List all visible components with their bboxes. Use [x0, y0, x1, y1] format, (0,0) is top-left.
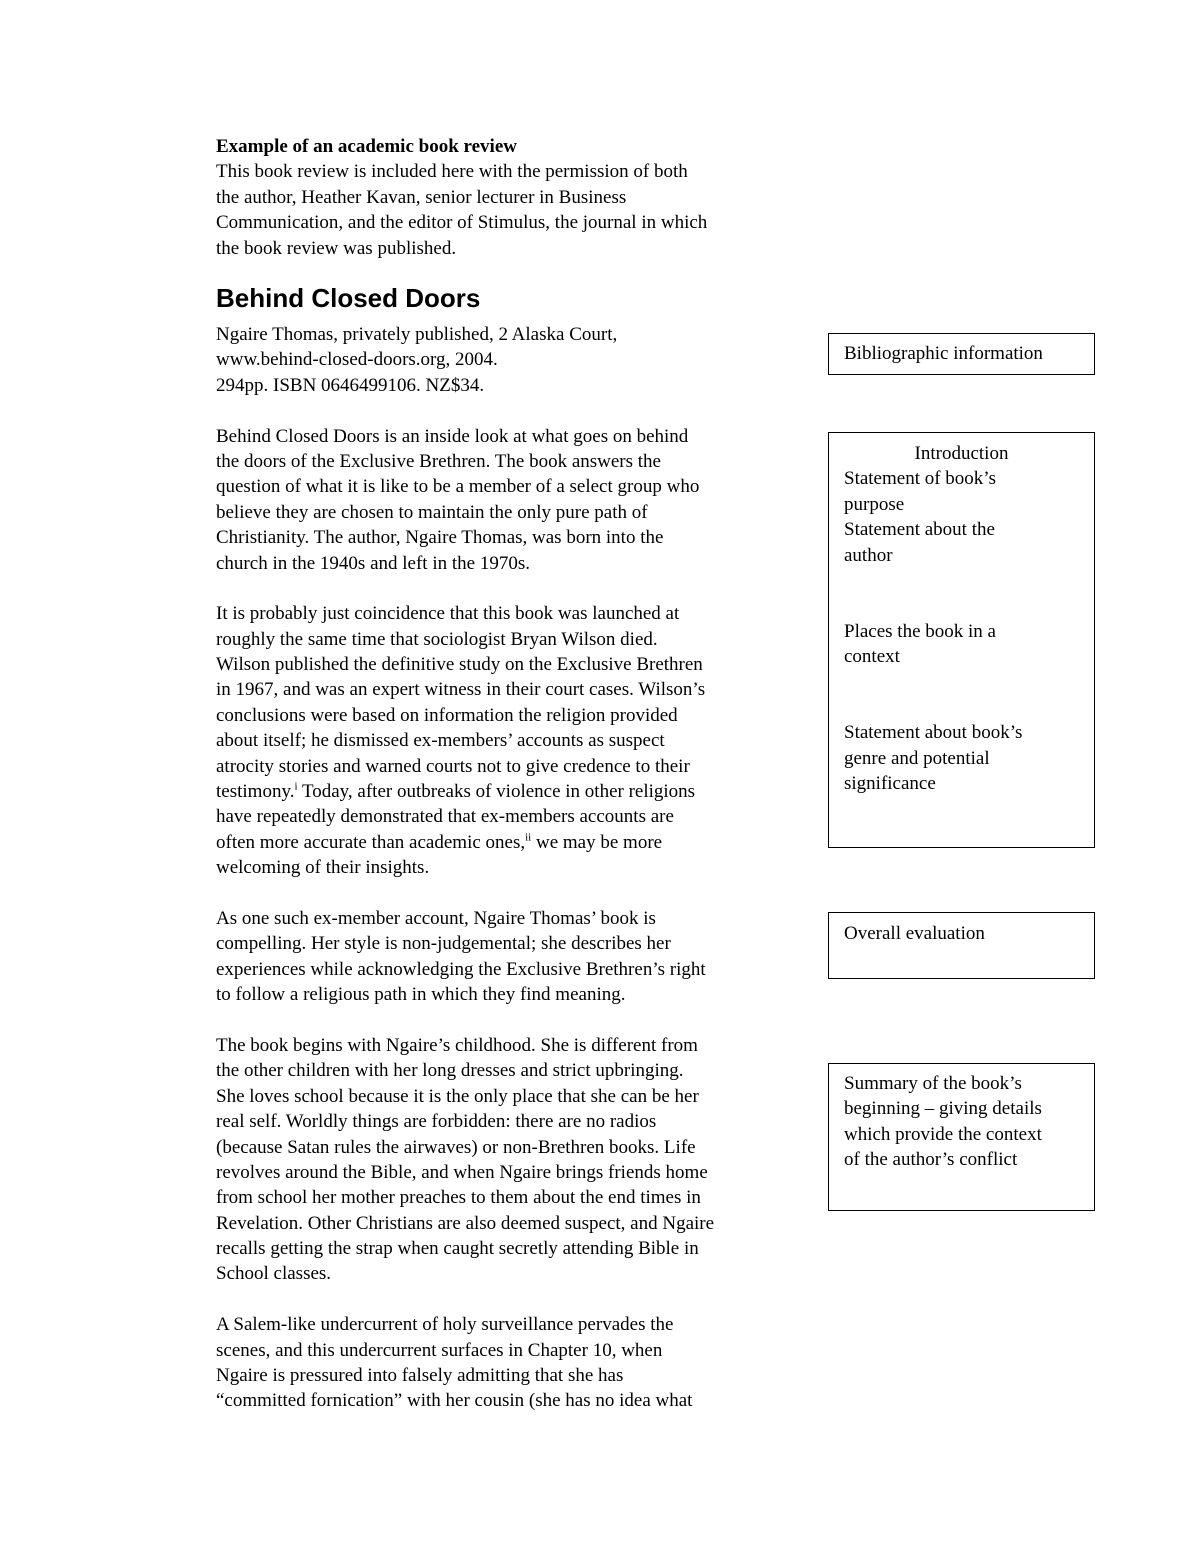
annotation-text: author	[844, 544, 893, 566]
text-line: www.behind-closed-doors.org, 2004.	[216, 349, 498, 371]
intro-line: the author, Heather Kavan, senior lecturer in Business	[216, 186, 627, 208]
text-segment: Today, after outbreaks of violence in other religions	[297, 781, 696, 803]
paragraph	[216, 424, 816, 576]
annotation-text: context	[844, 646, 900, 668]
text-line: from school her mother preaches to them about the end times in	[216, 1187, 701, 1209]
intro-line: This book review is included here with the permission of both	[216, 161, 688, 183]
annotation-heading: Introduction	[914, 443, 1009, 464]
text-line: Behind Closed Doors is an inside look at what goes on behind	[216, 425, 689, 447]
annotation-text: of the author’s conflict	[844, 1149, 1018, 1171]
text-line: It is probably just coincidence that this book was launched at	[216, 603, 680, 625]
text-line: Revelation. Other Christians are also deemed suspect, and Ngaire	[216, 1212, 715, 1234]
text-line: Ngaire is pressured into falsely admitting that she has	[216, 1365, 624, 1387]
text-line: The book begins with Ngaire’s childhood. She is different from	[216, 1034, 698, 1056]
annotation-text: Statement about the	[844, 519, 995, 541]
text-line: atrocity stories and warned courts not to give credence to their	[216, 755, 690, 777]
annotation-text: Places the book in a	[844, 620, 996, 642]
annotation-overall-evaluation	[828, 912, 1095, 979]
annotation-text: Bibliographic information	[844, 343, 1043, 364]
annotation-group	[844, 466, 1094, 568]
text-line: School classes.	[216, 1263, 332, 1285]
text-line: revolves around the Bible, and when Ngaire brings friends home	[216, 1161, 708, 1183]
text-line	[216, 779, 816, 804]
text-line: She loves school because it is the only place that she can be her	[216, 1085, 699, 1107]
text-line: about itself; he dismissed ex-members’ accounts as suspect	[216, 730, 665, 752]
intro-line: Communication, and the editor of Stimulus, the journal in which	[216, 212, 708, 234]
intro-line: the book review was published.	[216, 237, 457, 259]
annotation-text: Summary of the book’s	[844, 1073, 1022, 1094]
paragraph-gap	[216, 576, 816, 601]
annotation-introduction	[828, 432, 1095, 848]
annotation-text: Statement of book’s	[844, 468, 996, 490]
text-line: 294pp. ISBN 0646499106. NZ$34.	[216, 374, 485, 396]
annotation-text: significance	[844, 773, 936, 795]
text-line: A Salem-like undercurrent of holy surveillance pervades the	[216, 1314, 674, 1336]
text-line: conclusions were based on information the religion provided	[216, 704, 678, 726]
intro-heading: Example of an academic book review	[216, 136, 517, 157]
footnote-marker: i	[294, 780, 298, 793]
text-line: As one such ex-member account, Ngaire Thomas’ book is	[216, 907, 656, 929]
paragraph	[216, 906, 816, 1008]
text-line: question of what it is like to be a member of a select group who	[216, 476, 700, 498]
paragraph	[216, 1033, 816, 1287]
text-line: Wilson published the definitive study on the Exclusive Brethren	[216, 654, 703, 676]
paragraph-gap	[216, 398, 816, 423]
text-line: church in the 1940s and left in the 1970s.	[216, 552, 530, 574]
text-segment: often more accurate than academic ones,	[216, 831, 526, 853]
annotation-text: Overall evaluation	[844, 923, 985, 944]
text-line: to follow a religious path in which they find meaning.	[216, 984, 626, 1006]
text-line: (because Satan rules the airwaves) or non-Brethren books. Life	[216, 1136, 696, 1158]
paragraph	[216, 601, 816, 880]
text-line: experiences while acknowledging the Exclusive Brethren’s right	[216, 958, 706, 980]
text-line: Christianity. The author, Ngaire Thomas, was born into the	[216, 527, 664, 549]
text-line: real self. Worldly things are forbidden: there are no radios	[216, 1111, 657, 1133]
intro-section	[216, 134, 816, 261]
annotation-bibliographic	[828, 333, 1095, 375]
annotation-text: purpose	[844, 493, 905, 515]
text-line: welcoming of their insights.	[216, 857, 430, 879]
text-line: believe they are chosen to maintain the only pure path of	[216, 501, 648, 523]
text-line: the doors of the Exclusive Brethren. The book answers the	[216, 450, 661, 472]
text-line: scenes, and this undercurrent surfaces in Chapter 10, when	[216, 1339, 663, 1361]
text-line: Ngaire Thomas, privately published, 2 Alaska Court,	[216, 324, 618, 345]
paragraph	[216, 1312, 816, 1414]
review-body	[216, 322, 816, 1414]
text-line: have repeatedly demonstrated that ex-members accounts are	[216, 806, 674, 828]
text-line: recalls getting the strap when caught secretly attending Bible in	[216, 1238, 699, 1260]
bibliographic-details	[216, 322, 816, 398]
annotation-text: genre and potential	[844, 747, 990, 769]
text-line: “committed fornication” with her cousin (she has no idea what	[216, 1390, 693, 1412]
book-title: Behind Closed Doors	[216, 283, 481, 313]
text-line: in 1967, and was an expert witness in their court cases. Wilson’s	[216, 679, 706, 701]
footnote-marker: ii	[525, 831, 532, 844]
annotation-group	[844, 619, 1094, 670]
text-line: roughly the same time that sociologist Bryan Wilson died.	[216, 628, 658, 650]
annotation-summary	[828, 1063, 1095, 1211]
text-line: the other children with her long dresses and strict upbringing.	[216, 1060, 684, 1082]
paragraph-gap	[216, 881, 816, 906]
paragraph-gap	[216, 1008, 816, 1033]
annotation-text: which provide the context	[844, 1123, 1042, 1145]
annotation-group	[844, 720, 1094, 796]
text-line	[216, 830, 816, 855]
text-segment: we may be more	[531, 831, 663, 853]
text-segment: testimony.	[216, 781, 295, 803]
annotation-text: beginning – giving details	[844, 1098, 1042, 1120]
annotation-text: Statement about book’s	[844, 722, 1023, 744]
text-line: compelling. Her style is non-judgemental; she describes her	[216, 933, 671, 955]
paragraph-gap	[216, 1287, 816, 1312]
